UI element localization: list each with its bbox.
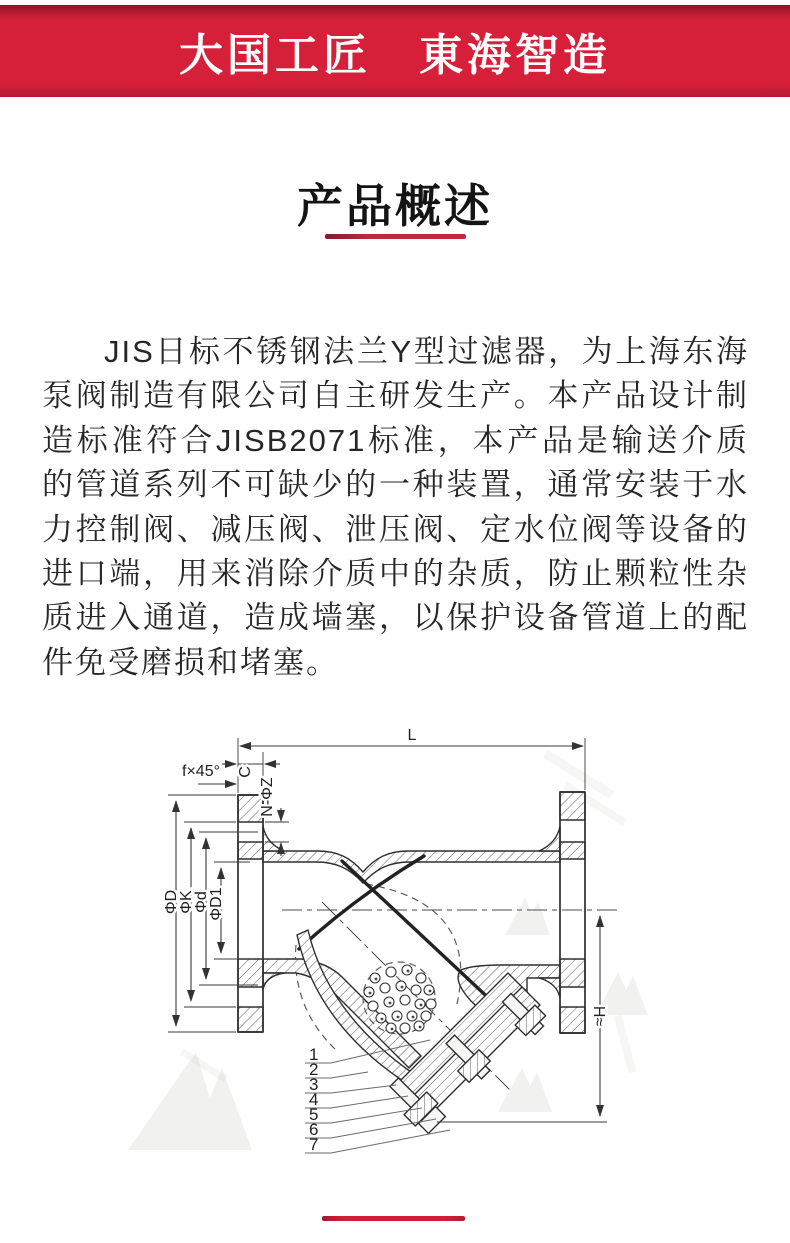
flange-segment (560, 959, 585, 987)
flange-segment (560, 842, 585, 859)
pipe-top-wall (263, 851, 560, 883)
dim-boltholes-label: N-ΦZ (259, 777, 276, 817)
dim-C-label: C (237, 766, 254, 778)
flange-outline (238, 795, 263, 1032)
section-title: 产品概述 (297, 180, 493, 232)
overview-paragraph: JIS日标不锈钢法兰Y型过滤器，为上海东海泵阀制造有限公司自主研发生产。本产品设计制造标准符合JISB2071标准，本产品是输送介质的管道系列不可缺少的一种装置，通常安装于水力控制阀、减压阀、泄压阀、定水位阀等设备的进口端，用来消除介质中的杂质，防止颗粒性杂质进入通道，造成墙塞，以保护设备管道上的配件免受磨损和堵塞。 (42, 334, 749, 680)
dim-boltcircle-label: ΦK (178, 890, 195, 914)
part-number: 1 (309, 1045, 319, 1064)
watermark-mountain-icon (505, 898, 550, 935)
left-flange-section (238, 795, 263, 1032)
watermark-mountain-icon (498, 1068, 552, 1112)
hub-fillet (263, 973, 284, 989)
flange-segment (560, 792, 585, 820)
flange-outline (560, 792, 585, 1033)
footer-accent-bar (322, 1216, 465, 1221)
flange-segment (238, 959, 263, 987)
part-number: 7 (309, 1135, 319, 1154)
flange-segment (238, 1007, 263, 1032)
part-number: 3 (309, 1075, 319, 1094)
dim-flangeOD-label: ΦD (163, 889, 180, 915)
dim-height-label: H≈ (590, 1005, 607, 1027)
header-banner (0, 5, 790, 97)
right-flange-section (560, 792, 585, 1033)
watermark-mountain-icon (128, 1052, 252, 1150)
hub-fillet (539, 826, 560, 851)
hub-fillet (539, 978, 560, 998)
technical-drawing (0, 680, 790, 1205)
leader-line (305, 1085, 396, 1093)
leader-line (305, 1096, 408, 1108)
banner-title: 大国工匠 東海智造 (179, 31, 611, 80)
part-number: 5 (309, 1105, 319, 1124)
dim-bore-label: ΦD1 (208, 887, 225, 921)
dim-chamfer-label: f×45° (182, 763, 220, 780)
watermark-streak (614, 1015, 637, 1073)
part-number: 6 (309, 1120, 319, 1139)
title-underline-bar (325, 234, 466, 239)
dim-hub-label: Φd (193, 891, 210, 913)
flange-segment (560, 1007, 585, 1033)
flange-segment (238, 842, 263, 859)
part-number: 4 (309, 1090, 319, 1109)
part-number: 2 (309, 1060, 319, 1079)
dim-L-label: L (407, 727, 417, 744)
